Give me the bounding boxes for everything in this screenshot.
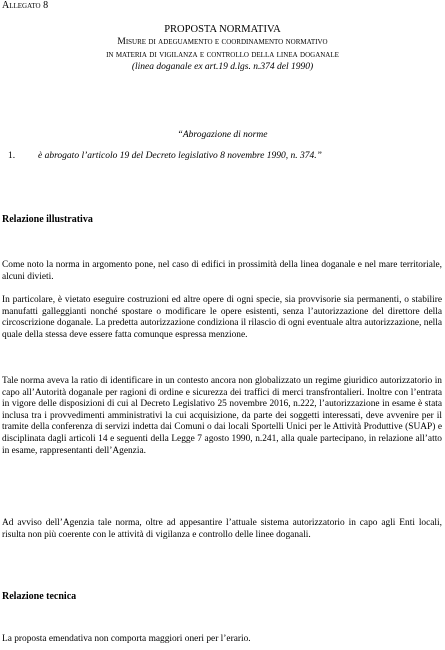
relazione-tecnica-text: La proposta emendativa non comporta maggiori oneri per l’erario. bbox=[2, 634, 251, 644]
abrogazione-number: 1. bbox=[8, 151, 16, 161]
document-title: PROPOSTA NORMATIVA bbox=[164, 24, 281, 35]
allegato-label: Allegato 8 bbox=[2, 0, 49, 11]
subtitle-line-3: (linea doganale ex art.19 d.lgs. n.374 del 1990) bbox=[131, 62, 314, 72]
paragraph-2: In particolare, è vietato eseguire costruzioni ed altre opere di ogni specie, sia provvisorie sia permanenti, o stabilire manufatti galleggianti nonché spostare o modificare le opere esistenti, senza l’autorizzazione del direttore della circoscrizione doganale. La predetta autorizzazione condiziona il rilascio di ogni eventuale altra autorizzazione, nella quale della stessa deve essere fatta comunque espressa menzione. bbox=[2, 295, 442, 340]
paragraph-4: Ad avviso dell’Agenzia tale norma, oltre ad appesantire l’attuale sistema autorizzatorio in capo agli Enti locali, risulta non più coerente con le attività di vigilanza e controllo delle linee doganali. bbox=[2, 518, 442, 540]
abrogazione-text: è abrogato l’articolo 19 del Decreto legislativo 8 novembre 1990, n. 374.” bbox=[38, 151, 322, 161]
paragraph-3: Tale norma aveva la ratio di identificare in un contesto ancora non globalizzato un regime giuridico autorizzatorio in capo all’Autorità doganale per ragioni di ordine e sicurezza dei traffici di merci transfrontalieri. Inoltre con l’entrata in vigore delle disposizioni di cui al Decreto Legislativo 25 novembre 2016, n.222, l’autorizzazione in esame è stata inclusa tra i provvedimenti amministrativi la cui acquisizione, da parte dei soggetti interessati, deve avvenire per il tramite della conferenza di servizi indetta dai Comuni o dai locali Sportelli Unici per le Attività Produttive (SUAP) e disciplinata dagli articoli 14 e seguenti della Legge 7 agosto 1990, n.241, alla quale partecipano, in relazione all’atto in esame, rappresentanti dell’Agenzia. bbox=[2, 376, 442, 456]
relazione-illustrativa-heading: Relazione illustrativa bbox=[2, 214, 93, 225]
subtitle-line-1: Misure di adeguamento e coordinamento normativo bbox=[117, 37, 328, 47]
subtitle-line-2: in materia di vigilanza e controllo della linea doganale bbox=[106, 50, 339, 60]
abrogazione-title: “Abrogazione di norme bbox=[177, 130, 268, 140]
paragraph-1: Come noto la norma in argomento pone, nel caso di edifici in prossimità della linea doganale e nel mare territoriale, alcuni divieti. bbox=[2, 260, 442, 282]
relazione-tecnica-heading: Relazione tecnica bbox=[2, 591, 77, 602]
